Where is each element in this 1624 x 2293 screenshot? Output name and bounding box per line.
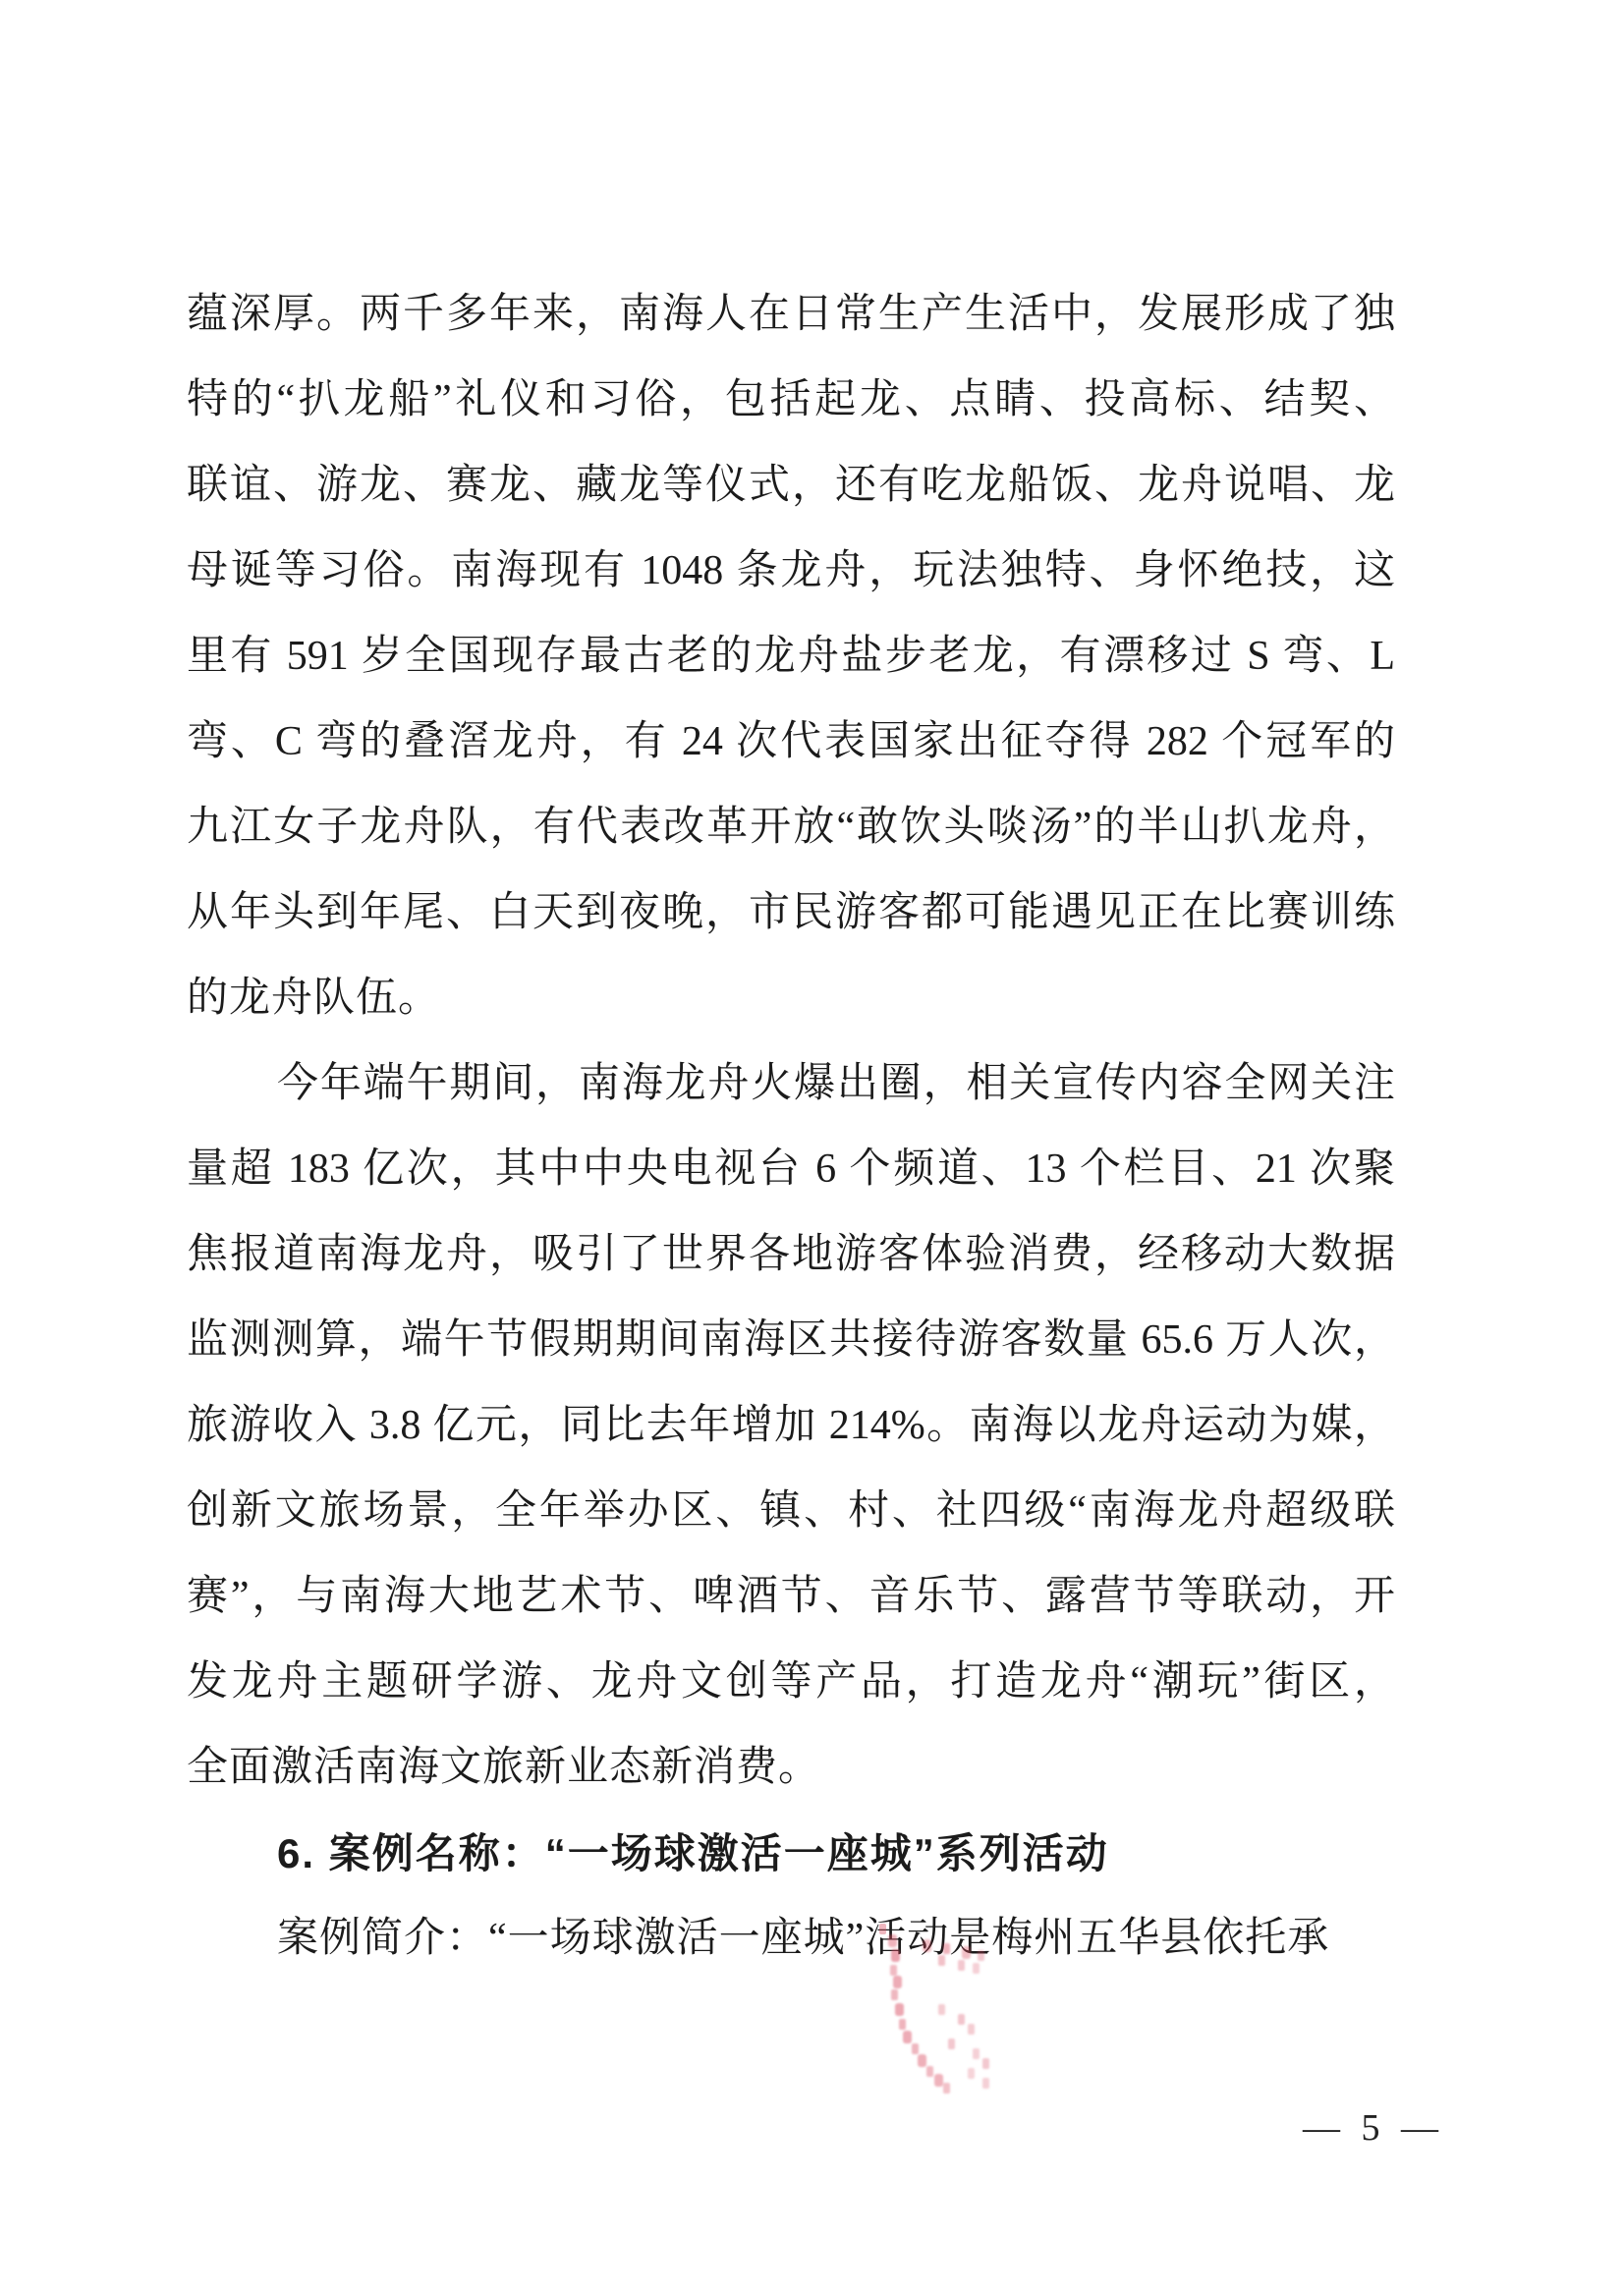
body-line: 联谊、游龙、赛龙、藏龙等仪式，还有吃龙船饭、龙舟说唱、龙 — [187, 463, 1395, 508]
body-line: 从年头到年尾、白天到夜晚，市民游客都可能遇见正在比赛训练 — [187, 890, 1395, 935]
body-line: 监测测算，端午节假期期间南海区共接待游客数量 65.6 万人次， — [187, 1317, 1395, 1363]
body-line: 弯、C 弯的叠滘龙舟，有 24 次代表国家出征夺得 282 个冠军的 — [187, 719, 1395, 764]
body-line: 赛”，与南海大地艺术节、啤酒节、音乐节、露营节等联动，开 — [187, 1574, 1395, 1619]
page-number: — 5 — — [1303, 2107, 1444, 2149]
body-line: 旅游收入 3.8 亿元，同比去年增加 214%。南海以龙舟运动为媒， — [187, 1403, 1395, 1448]
body-line: 特的“扒龙船”礼仪和习俗，包括起龙、点睛、投高标、结契、 — [187, 377, 1395, 422]
body-line: 里有 591 岁全国现存最古老的龙舟盐步老龙，有漂移过 S 弯、L — [187, 634, 1395, 679]
body-line: 全面激活南海文旅新业态新消费。 — [187, 1745, 821, 1790]
red-seal-mark — [879, 1924, 887, 1935]
body-line: 的龙舟队伍。 — [187, 976, 441, 1021]
body-line-paragraph-start: 案例简介：“一场球激活一座城”活动是梅州五华县依托承 — [277, 1916, 1330, 1961]
body-line: 焦报道南海龙舟，吸引了世界各地游客体验消费，经移动大数据 — [187, 1232, 1395, 1277]
case-heading: 6. 案例名称：“一场球激活一座城”系列活动 — [277, 1830, 1109, 1876]
body-line: 发龙舟主题研学游、龙舟文创等产品，打造龙舟“潮玩”街区， — [187, 1659, 1395, 1705]
body-text-block — [187, 272, 1395, 1982]
body-line: 创新文旅场景，全年举办区、镇、村、社四级“南海龙舟超级联 — [187, 1488, 1395, 1534]
body-line-paragraph-start: 今年端午期间，南海龙舟火爆出圈，相关宣传内容全网关注 — [277, 1061, 1395, 1106]
body-line: 量超 183 亿次，其中中央电视台 6 个频道、13 个栏目、21 次聚 — [187, 1146, 1395, 1192]
body-line: 母诞等习俗。南海现有 1048 条龙舟，玩法独特、身怀绝技，这 — [187, 548, 1395, 593]
body-line: 九江女子龙舟队，有代表改革开放“敢饮头啖汤”的半山扒龙舟， — [187, 805, 1395, 850]
body-line: 蕴深厚。两千多年来，南海人在日常生产生活中，发展形成了独 — [187, 292, 1395, 337]
